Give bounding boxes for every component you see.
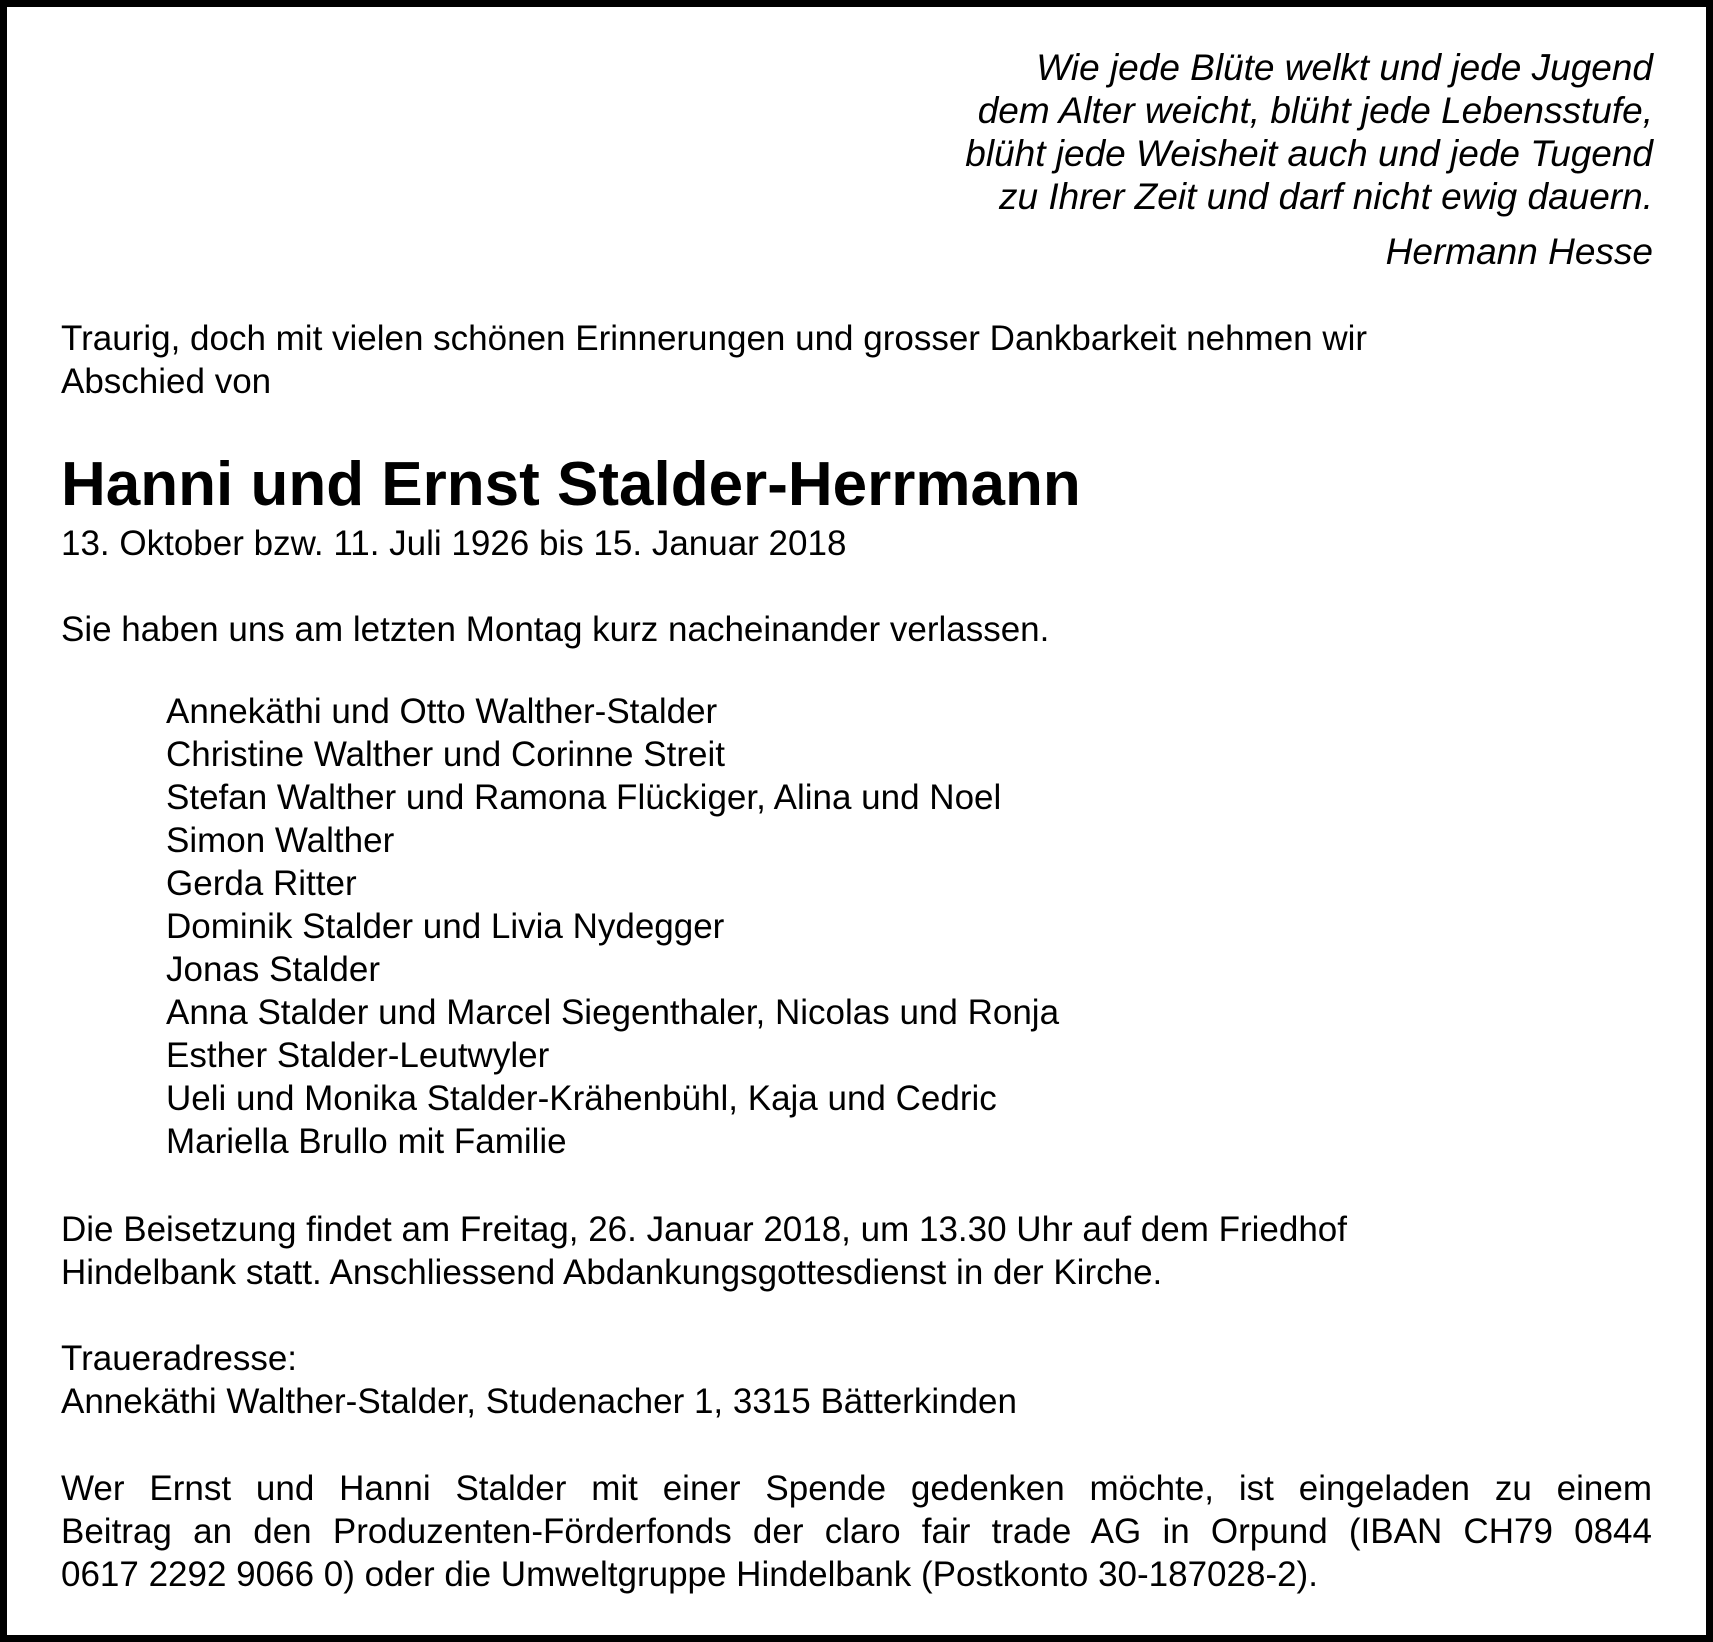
poem-line: dem Alter weicht, blüht jede Lebensstufe,: [977, 90, 1653, 131]
donation-line-2: Beitrag an den Produzenten-Förderfonds der claro fair trade AG in Orpund (IBAN CH79 0844: [61, 1512, 1652, 1551]
mourner-name: Dominik Stalder und Livia Nydegger: [166, 907, 725, 946]
mourner-name: Simon Walther: [166, 821, 395, 860]
address-label: Traueradresse:: [61, 1339, 298, 1378]
funeral-line-1: Die Beisetzung findet am Freitag, 26. Januar 2018, um 13.30 Uhr auf dem Friedhof: [61, 1210, 1347, 1249]
poem-line: zu Ihrer Zeit und darf nicht ewig dauern.: [998, 176, 1653, 217]
poem-author: Hermann Hesse: [1385, 231, 1653, 272]
poem-line: Wie jede Blüte welkt und jede Jugend: [1036, 47, 1653, 88]
intro-line-1: Traurig, doch mit vielen schönen Erinnerungen und grosser Dankbarkeit nehmen wir: [61, 319, 1368, 358]
mourner-name: Christine Walther und Corinne Streit: [166, 735, 725, 774]
mourner-name: Anna Stalder und Marcel Siegenthaler, Nicolas und Ronja: [166, 993, 1060, 1032]
address-value: Annekäthi Walther-Stalder, Studenacher 1, 3315 Bätterkinden: [61, 1382, 1017, 1421]
intro-line-2: Abschied von: [61, 362, 272, 401]
mourner-name: Mariella Brullo mit Familie: [166, 1122, 567, 1161]
departure-note: Sie haben uns am letzten Montag kurz nacheinander verlassen.: [61, 610, 1050, 649]
donation-paragraph: [61, 1467, 1652, 1596]
mourner-name: Ueli und Monika Stalder-Krähenbühl, Kaja und Cedric: [166, 1079, 997, 1118]
hesse-poem: [965, 46, 1653, 273]
poem-line: blüht jede Weisheit auch und jede Tugend: [965, 133, 1653, 174]
mourner-name: Gerda Ritter: [166, 864, 357, 903]
mourner-name: Annekäthi und Otto Walther-Stalder: [166, 692, 718, 731]
mourner-name: Stefan Walther und Ramona Flückiger, Alina und Noel: [166, 778, 1002, 817]
donation-line-3: 0617 2292 9066 0) oder die Umweltgruppe Hindelbank (Postkonto 30-187028-2).: [61, 1555, 1318, 1594]
deceased-name: Hanni und Ernst Stalder-Herrmann: [61, 450, 1081, 519]
life-dates: 13. Oktober bzw. 11. Juli 1926 bis 15. Januar 2018: [61, 524, 847, 563]
mourner-name: Jonas Stalder: [166, 950, 381, 989]
mourner-name: Esther Stalder-Leutwyler: [166, 1036, 550, 1075]
mourners-list: [166, 690, 1059, 1163]
donation-line-1: Wer Ernst und Hanni Stalder mit einer Spende gedenken möchte, ist eingeladen zu einem: [61, 1469, 1652, 1508]
funeral-line-2: Hindelbank statt. Anschliessend Abdankungsgottesdienst in der Kirche.: [61, 1253, 1163, 1292]
